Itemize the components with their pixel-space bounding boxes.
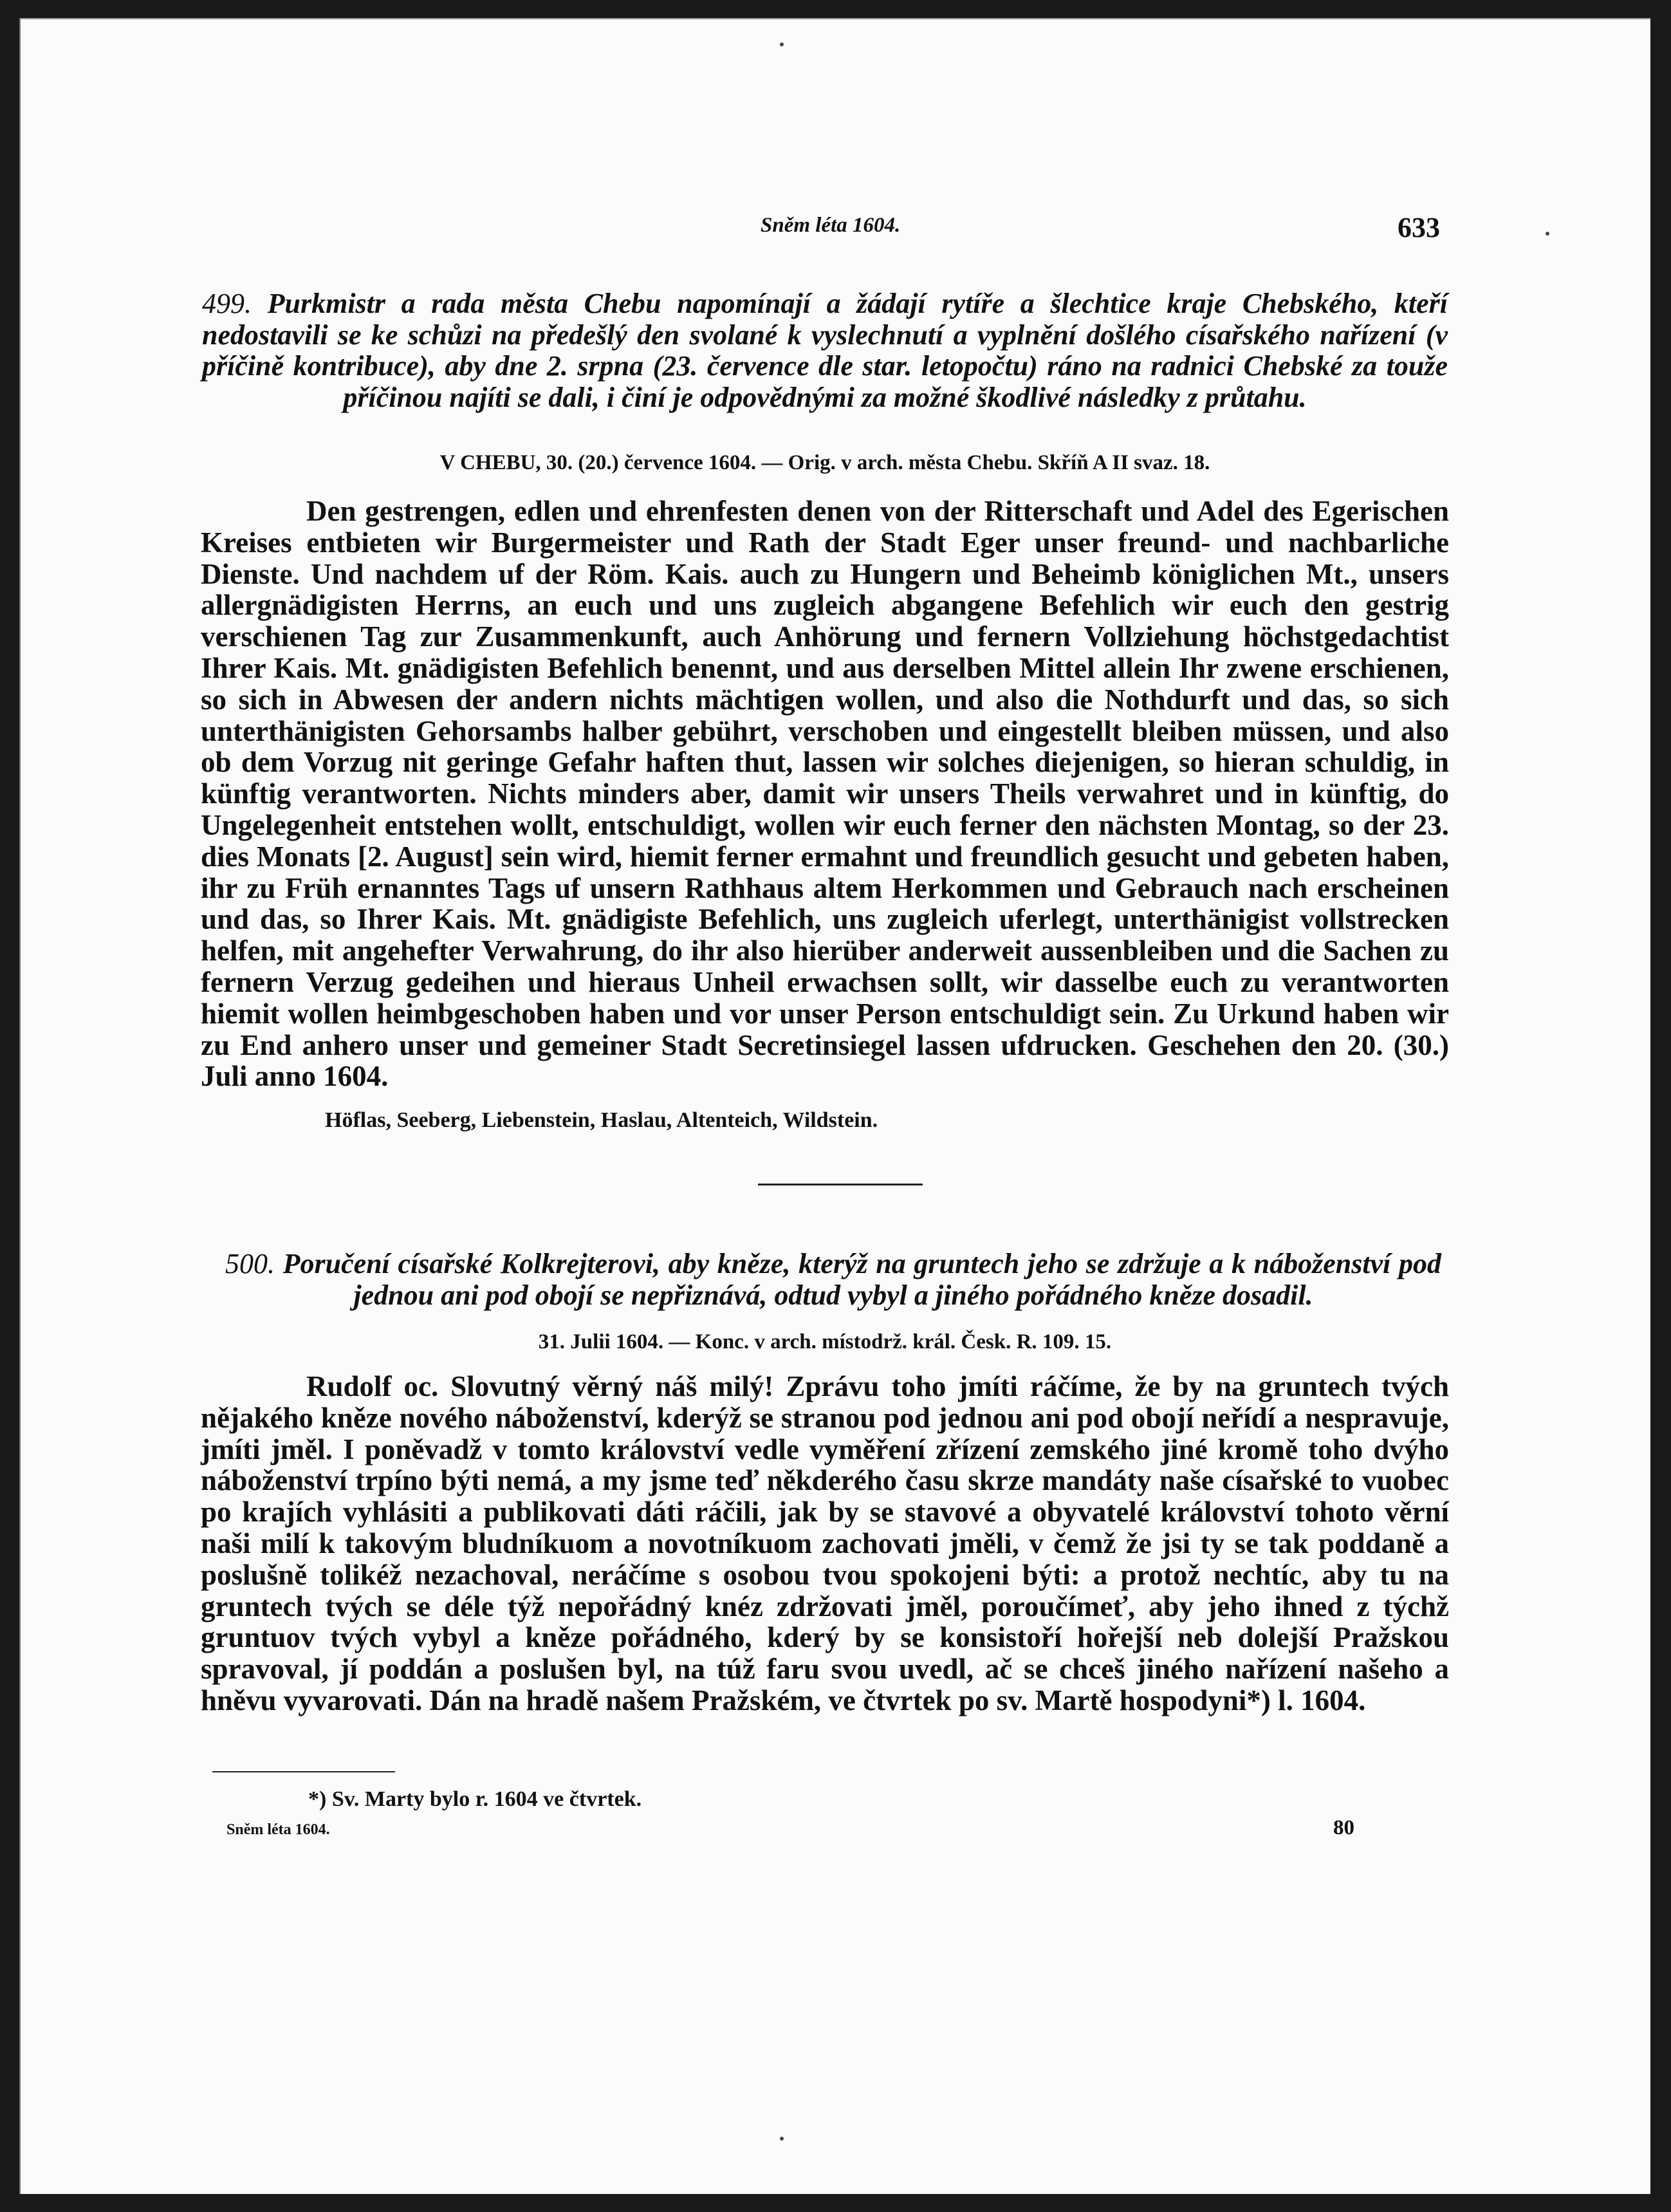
- doc-500-heading: [225, 1249, 1441, 1311]
- section-separator: [758, 1184, 923, 1185]
- signature-mark: Sněm léta 1604.: [226, 1821, 330, 1838]
- page-number: 633: [1398, 212, 1440, 243]
- footnote-rule: [212, 1771, 395, 1772]
- scan-speck: [780, 42, 784, 46]
- scan-speck: [1546, 232, 1549, 236]
- doc-500-number: 500.: [225, 1248, 275, 1279]
- doc-499-body: Den gestrengen, edlen und ehrenfesten denen von der Ritterschaft und Adel des Egerischen Kreises entbieten wir Burgermeister und Rath der Stadt Eger unser freund- und nachbarliche Dienste. Und nachdem uf der Röm. Kais. auch zu Hungern und Beheimb königlichen Mt., unsers allergnädigisten Herrns, an euch und uns zugleich abgangene Befehlich wir euch den gestrig verschienen Tag zur Zusammenkunft, auch Anhörung und fernern Vollziehung höchstgedachtist Ihrer Kais. Mt. gnädigisten Befehlich benennt, und aus derselben Mittel allein Ihr zwene erschienen, so sich in Abwesen der andern nichts mächtigen wollen, und also die Nothdurft und das, so sich unterthänigisten Gehorsambs halber gebührt, verschoben und eingestellt bleiben müssen, und also ob dem Vorzug nit geringe Gefahr haften thut, lassen wir solches diejenigen, so hieran schuldig, in künftig verantworten. Nichts minders aber, damit wir unsers Theils verwahret und in künftig, do Ungelegenheit entstehen wollt, entschuldigt, wollen wir euch ferner den nächsten Montag, so der 23. dies Monats [2. August] sein wird, hiemit ferner ermahnt und freundlich gesucht und gebeten haben, ihr zu Früh ernanntes Tags uf unsern Rathhaus altem Herkommen und Gebrauch nach erscheinen und das, so Ihrer Kais. Mt. gnädigiste Befehlich, uns zugleich uferlegt, unterthänigist vollstrecken helfen, mit angehefter Verwahrung, do ihr also hierüber anderweit aussenbleiben und die Sachen zu fernern Verzug gedeihen und hieraus Unheil erwachsen sollt, wir dasselbe euch zu verantworten hiemit wollen heimbgeschoben haben und vor unser Person entschuldigt sein. Zu Urkund haben wir zu End anhero unser und gemeiner Stadt Secretinsiegel lassen ufdrucken. Geschehen den 20. (30.) Juli anno 1604.: [201, 495, 1449, 1093]
- doc-500-body: Rudolf oc. Slovutný věrný náš milý! Zprávu toho jmíti ráčíme, že by na gruntech tvých nějakého kněze nového náboženství, kderýž se stranou pod jednou ani pod obojí neřídí a nespravuje, jmíti jměl. I poněvadž v tomto království vedle vyměření zřízení zemského jiné kromě toho dvýho náboženství trpíno býti nemá, a my jsme teď někderého času skrze mandáty naše císařské to vuobec po krajích vyhlásiti a publikovati dáti ráčili, jak by se stavové a obyvatelé království tohoto věrní naši milí k takovým bludníkuom a novotníkuom zachovati jměli, v čemž že jsi ty se tak poddaně a poslušně tolikéž nezachoval, neráčíme s osobou tvou spokojeni býti: a protož nechtíc, aby tu na gruntech tvých se déle týž nepořádný knéz zdržovati jměl, poroučímeť, aby jeho ihned z týchž gruntuov tvých vybyl a kněze pořádného, kderý by se konsistoří hořejší neb dolejší Pražskou spravoval, jí poddán a poslušen byl, na túž faru svou uvedl, ač se chceš jiného nařízení našeho a hněvu vyvarovati. Dán na hradě našem Pražském, ve čtvrtek po sv. Martě hospodyni*) l. 1604.: [201, 1370, 1449, 1716]
- scan-speck: [780, 2137, 784, 2141]
- doc-499-signers: Höflas, Seeberg, Liebenstein, Haslau, Altenteich, Wildstein.: [325, 1108, 878, 1132]
- document-page: [19, 18, 1650, 2194]
- doc-499-source: V CHEBU, 30. (20.) července 1604. — Orig. v arch. města Chebu. Skříň A II svaz. 18.: [439, 451, 1210, 474]
- doc-499-heading: [202, 288, 1448, 413]
- doc-499-title: Purkmistr a rada města Chebu napomínají a žádají rytíře a šlechtice kraje Chebského, kteří nedostavili se ke schůzi na předešlý den svolané k vyslechnutí a vyplnění došlého císařského nařízení (v příčině kontribuce), aby dne 2. srpna (23. července dle star. letopočtu) ráno na radnici Chebské za touže příčinou najíti se dali, i činí je odpovědnými za možné škodlivé následky z průtahu.: [202, 288, 1448, 413]
- sheet-number: 80: [1333, 1816, 1354, 1839]
- doc-500-title: Poručení císařské Kolkrejterovi, aby kněze, kterýž na gruntech jeho se zdržuje a k náboženství pod jednou ani pod obojí se nepřiznává, odtud vybyl a jiného pořádného kněze dosadil.: [282, 1248, 1442, 1311]
- doc-499-number: 499.: [202, 288, 252, 319]
- doc-500-source: 31. Julii 1604. — Konc. v arch. místodrž. král. Česk. R. 109. 15.: [538, 1330, 1112, 1353]
- footnote: *) Sv. Marty bylo r. 1604 ve čtvrtek.: [308, 1787, 642, 1811]
- running-title: Sněm léta 1604.: [761, 214, 901, 237]
